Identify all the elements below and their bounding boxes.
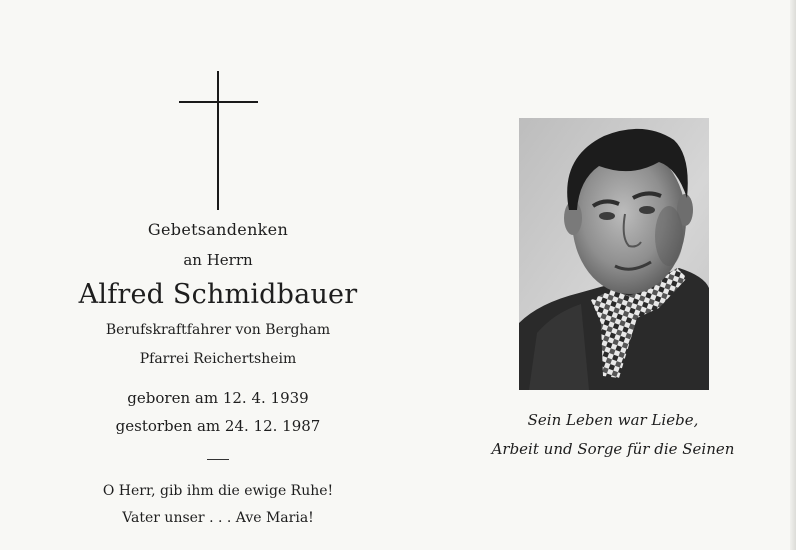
salutation: an Herrn bbox=[183, 251, 253, 269]
parish: Pfarrei Reichertsheim bbox=[139, 351, 297, 367]
cross-vertical-bar bbox=[217, 71, 219, 210]
quote-line-1: Sein Leben war Liebe, bbox=[527, 411, 699, 429]
quote-line-2: Arbeit und Sorge für die Seinen bbox=[491, 440, 735, 458]
deceased-name: Alfred Schmidbauer bbox=[78, 279, 358, 310]
profession: Berufskraftfahrer von Bergham bbox=[105, 322, 331, 338]
text-column bbox=[68, 0, 368, 550]
card-heading: Gebetsandenken bbox=[147, 220, 289, 239]
portrait-photo bbox=[519, 118, 709, 390]
prayer-line: O Herr, gib ihm die ewige Ruhe! bbox=[102, 483, 334, 499]
birth-date: geboren am 12. 4. 1939 bbox=[127, 389, 309, 407]
separator-dash bbox=[207, 459, 229, 460]
cross-horizontal-bar bbox=[179, 101, 258, 103]
death-date: gestorben am 24. 12. 1987 bbox=[115, 417, 321, 435]
closing-prayer: Vater unser . . . Ave Maria! bbox=[122, 510, 314, 526]
